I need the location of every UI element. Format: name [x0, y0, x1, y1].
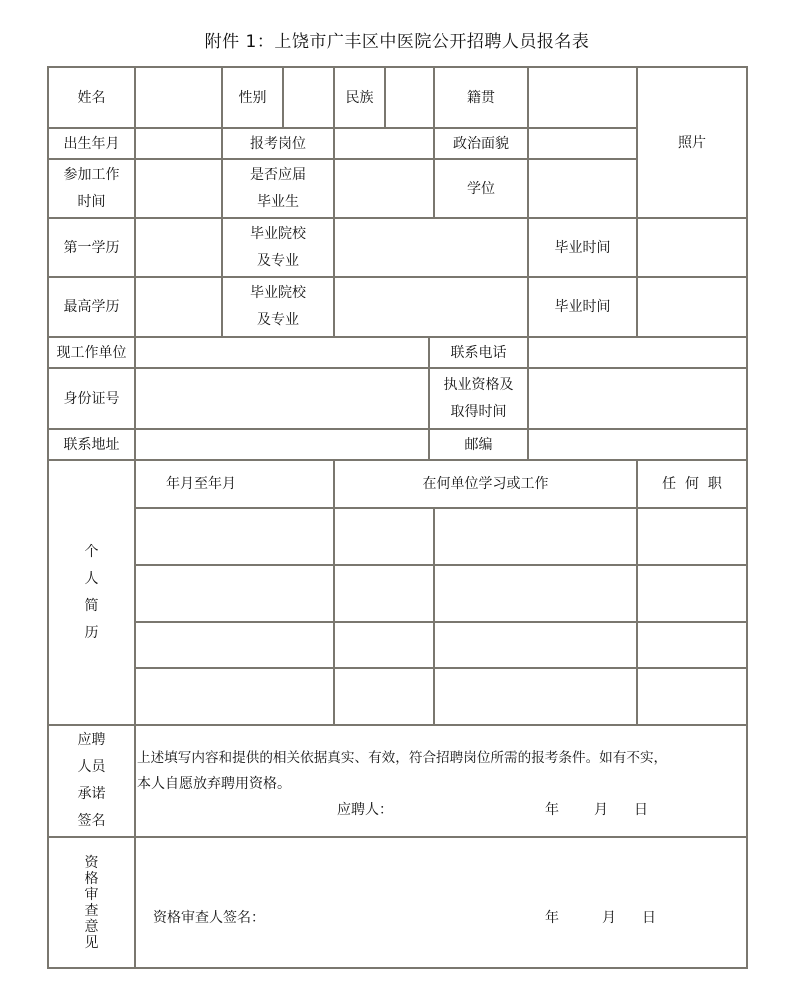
review-label-char: 意: [84, 918, 99, 935]
employer-label: 现工作单位: [56, 344, 127, 361]
school-major-line2: 及专业: [257, 252, 299, 269]
resume-unit-b-field[interactable]: [435, 566, 636, 621]
highest-edu-label: 最高学历: [63, 299, 120, 315]
license-label: [430, 369, 527, 428]
applicant-signature-field[interactable]: [395, 798, 535, 823]
reviewer-signature-field[interactable]: [275, 906, 535, 931]
resume-header-post: 任 何 职: [662, 476, 722, 492]
review-label-char: 资: [84, 854, 99, 871]
native-place-field[interactable]: [529, 68, 636, 127]
resume-unit-a-field[interactable]: [335, 669, 433, 724]
address-label: 联系地址: [63, 436, 120, 453]
work-start-label: [49, 160, 134, 217]
border-line: [47, 967, 748, 969]
resume-label-char: 历: [84, 624, 99, 641]
highest-school-major-label: [223, 278, 333, 336]
political-field[interactable]: [529, 129, 636, 158]
resume-label-char: 简: [84, 597, 99, 614]
first-school-major-field[interactable]: [335, 219, 527, 276]
phone-label: 联系电话: [450, 344, 507, 361]
pledge-label-line: 应聘: [77, 732, 106, 748]
pledge-month-label: 月: [594, 802, 608, 818]
address-field[interactable]: [136, 430, 428, 459]
border-line: [47, 724, 748, 726]
license-label-line2: 取得时间: [450, 403, 507, 420]
school-major-line1: 毕业院校: [250, 285, 306, 301]
resume-unit-a-field[interactable]: [335, 509, 433, 564]
pledge-label-line: 人员: [77, 759, 106, 775]
employer-field[interactable]: [136, 338, 428, 367]
first-grad-time-field[interactable]: [638, 219, 746, 276]
name-label: 姓名: [77, 89, 106, 106]
resume-label-char: 人: [84, 570, 99, 587]
id-number-label: 身份证号: [63, 390, 120, 407]
fresh-grad-label-line2: 毕业生: [257, 193, 299, 210]
resume-header-unit: 在何单位学习或工作: [422, 476, 549, 492]
ethnicity-field[interactable]: [386, 68, 433, 127]
fresh-grad-field[interactable]: [335, 160, 433, 217]
border-line: [746, 66, 748, 969]
highest-grad-time-label: 毕业时间: [554, 299, 611, 315]
highest-edu-field[interactable]: [136, 278, 221, 336]
degree-field[interactable]: [529, 160, 636, 217]
degree-label: 学位: [467, 180, 495, 197]
work-start-label-line2: 时间: [77, 193, 106, 210]
resume-label-char: 个: [84, 543, 99, 560]
highest-grad-time-field[interactable]: [638, 278, 746, 336]
resume-period-field[interactable]: [136, 566, 333, 621]
id-number-field[interactable]: [136, 369, 428, 428]
photo-box[interactable]: [638, 68, 746, 217]
resume-post-field[interactable]: [638, 669, 746, 724]
position-field[interactable]: [335, 129, 433, 158]
highest-school-major-field[interactable]: [335, 278, 527, 336]
pledge-statement-line2: 本人自愿放弃聘用资格。: [137, 776, 291, 792]
resume-header-period: 年月至年月: [166, 476, 236, 492]
review-label-char: 审: [84, 886, 99, 903]
review-day-label: 日: [642, 910, 656, 926]
review-label-char: 查: [84, 902, 99, 919]
name-field[interactable]: [136, 68, 221, 127]
resume-post-field[interactable]: [638, 623, 746, 667]
resume-post-field[interactable]: [638, 509, 746, 564]
review-label-char: 见: [84, 934, 99, 951]
review-year-label: 年: [545, 910, 559, 926]
first-edu-label: 第一学历: [63, 239, 120, 256]
review-section-label: [49, 838, 134, 967]
first-school-major-label: [223, 219, 333, 276]
pledge-statement-line1: 上述填写内容和提供的相关依据真实、有效，符合招聘岗位所需的报考条件。如有不实，: [137, 750, 668, 766]
applicant-signature-label: 应聘人：: [337, 802, 393, 818]
school-major-line1: 毕业院校: [250, 225, 306, 242]
fresh-grad-label: [223, 160, 333, 217]
license-label-line1: 执业资格及: [443, 376, 514, 393]
pledge-section-label: [49, 726, 134, 836]
pledge-label-line: 承诺: [77, 786, 106, 802]
position-label: 报考岗位: [250, 135, 306, 152]
resume-period-field[interactable]: [136, 623, 333, 667]
gender-field[interactable]: [284, 68, 333, 127]
political-label: 政治面貌: [453, 135, 509, 152]
resume-unit-a-field[interactable]: [335, 623, 433, 667]
pledge-year-label: 年: [545, 802, 559, 818]
resume-period-field[interactable]: [136, 669, 333, 724]
postcode-label: 邮编: [464, 436, 493, 453]
work-start-label-line1: 参加工作: [63, 166, 120, 183]
work-start-field[interactable]: [136, 160, 221, 217]
ethnicity-label: 民族: [345, 89, 374, 106]
resume-unit-a-field[interactable]: [335, 566, 433, 621]
review-label-char: 格: [84, 870, 99, 887]
reviewer-signature-label: 资格审查人签名：: [153, 910, 265, 926]
postcode-field[interactable]: [529, 430, 746, 459]
resume-unit-b-field[interactable]: [435, 509, 636, 564]
license-field[interactable]: [529, 369, 746, 428]
native-place-label: 籍贯: [467, 89, 495, 106]
resume-section-label: [49, 461, 134, 724]
review-opinion-field[interactable]: [136, 838, 746, 900]
school-major-line2: 及专业: [257, 312, 299, 328]
fresh-grad-label-line1: 是否应届: [250, 166, 306, 183]
resume-period-field[interactable]: [136, 509, 333, 564]
review-month-label: 月: [602, 910, 616, 926]
birth-label: 出生年月: [63, 135, 120, 152]
resume-unit-b-field[interactable]: [435, 669, 636, 724]
resume-post-field[interactable]: [638, 566, 746, 621]
first-edu-field[interactable]: [136, 219, 221, 276]
pledge-day-label: 日: [634, 802, 648, 818]
gender-label: 性别: [238, 89, 267, 106]
pledge-label-line: 签名: [77, 813, 106, 829]
photo-label: 照片: [678, 134, 706, 151]
form-title: 附件 1：上饶市广丰区中医院公开招聘人员报名表: [204, 32, 590, 52]
birth-field[interactable]: [136, 129, 221, 158]
phone-field[interactable]: [529, 338, 746, 367]
first-grad-time-label: 毕业时间: [554, 239, 611, 256]
resume-unit-b-field[interactable]: [435, 623, 636, 667]
